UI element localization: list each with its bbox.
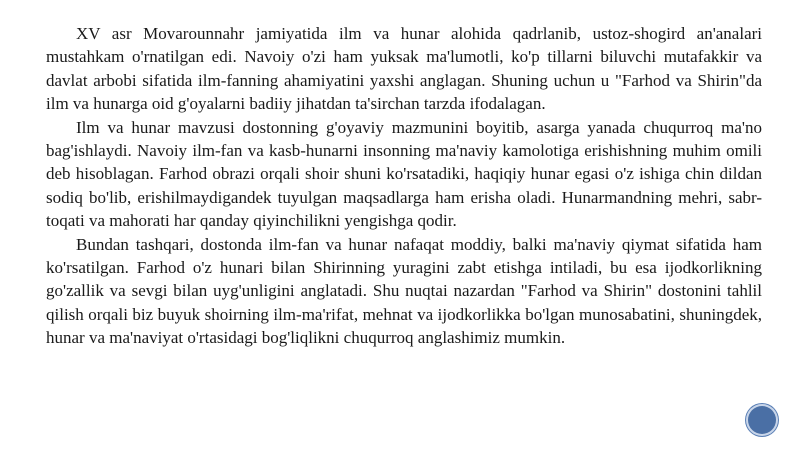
document-body — [46, 22, 762, 350]
circle-nav-icon[interactable] — [748, 406, 776, 434]
paragraph-2: Ilm va hunar mavzusi dostonning g'oyaviy mazmunini boyitib, asarga yanada chuqurroq ma'no bag'ishlaydi. Navoiy ilm-fan va kasb-hunarni insonning ma'naviy kamolotiga erishishning muhim omili deb hisoblagan. Farhod obrazi orqali shoir shuni ko'rsatadiki, haqiqiy hunar egasi o'z ishiga chin dildan sodiq bo'lib, erishilmaydigandek tuyulgan maqsadlarga ham erisha oladi. Hunarmandning mehri, sabr-toqati va mahorati har qanday qiyinchilikni yengishga qodir. — [46, 117, 762, 231]
paragraph-3: Bundan tashqari, dostonda ilm-fan va hunar nafaqat moddiy, balki ma'naviy qiymat sifatida ham ko'rsatilgan. Farhod o'z hunari bilan Shirinning yuragini zabt etishga intiladi, bu esa ijodkorlikning go'zallik va sevgi bilan uyg'unligini anglatadi. Shu nuqtai nazardan "Farhod va Shirin" dostonini tahlil qilish orqali biz buyuk shoirning ilm-ma'rifat, mehnat va ijodkorlikka bo'lgan munosabatini, shuningdek, hunar va ma'naviyat o'rtasidagi bog'liqlikni chuqurroq anglashimiz mumkin. — [46, 234, 762, 348]
paragraph-1: XV asr Movarounnahr jamiyatida ilm va hunar alohida qadrlanib, ustoz-shogird an'analari mustahkam o'rnatilgan edi. Navoiy o'zi ham yuksak ma'lumotli, ko'p tillarni biluvchi mutafakkir va davlat arbobi sifatida ilm-fanning ahamiyatini yaxshi anglagan. Shuning uchun u "Farhod va Shirin"da ilm va hunarga oid g'oyalarni badiiy jihatdan ta'sirchan tarzda ifodalagan. — [46, 24, 762, 114]
